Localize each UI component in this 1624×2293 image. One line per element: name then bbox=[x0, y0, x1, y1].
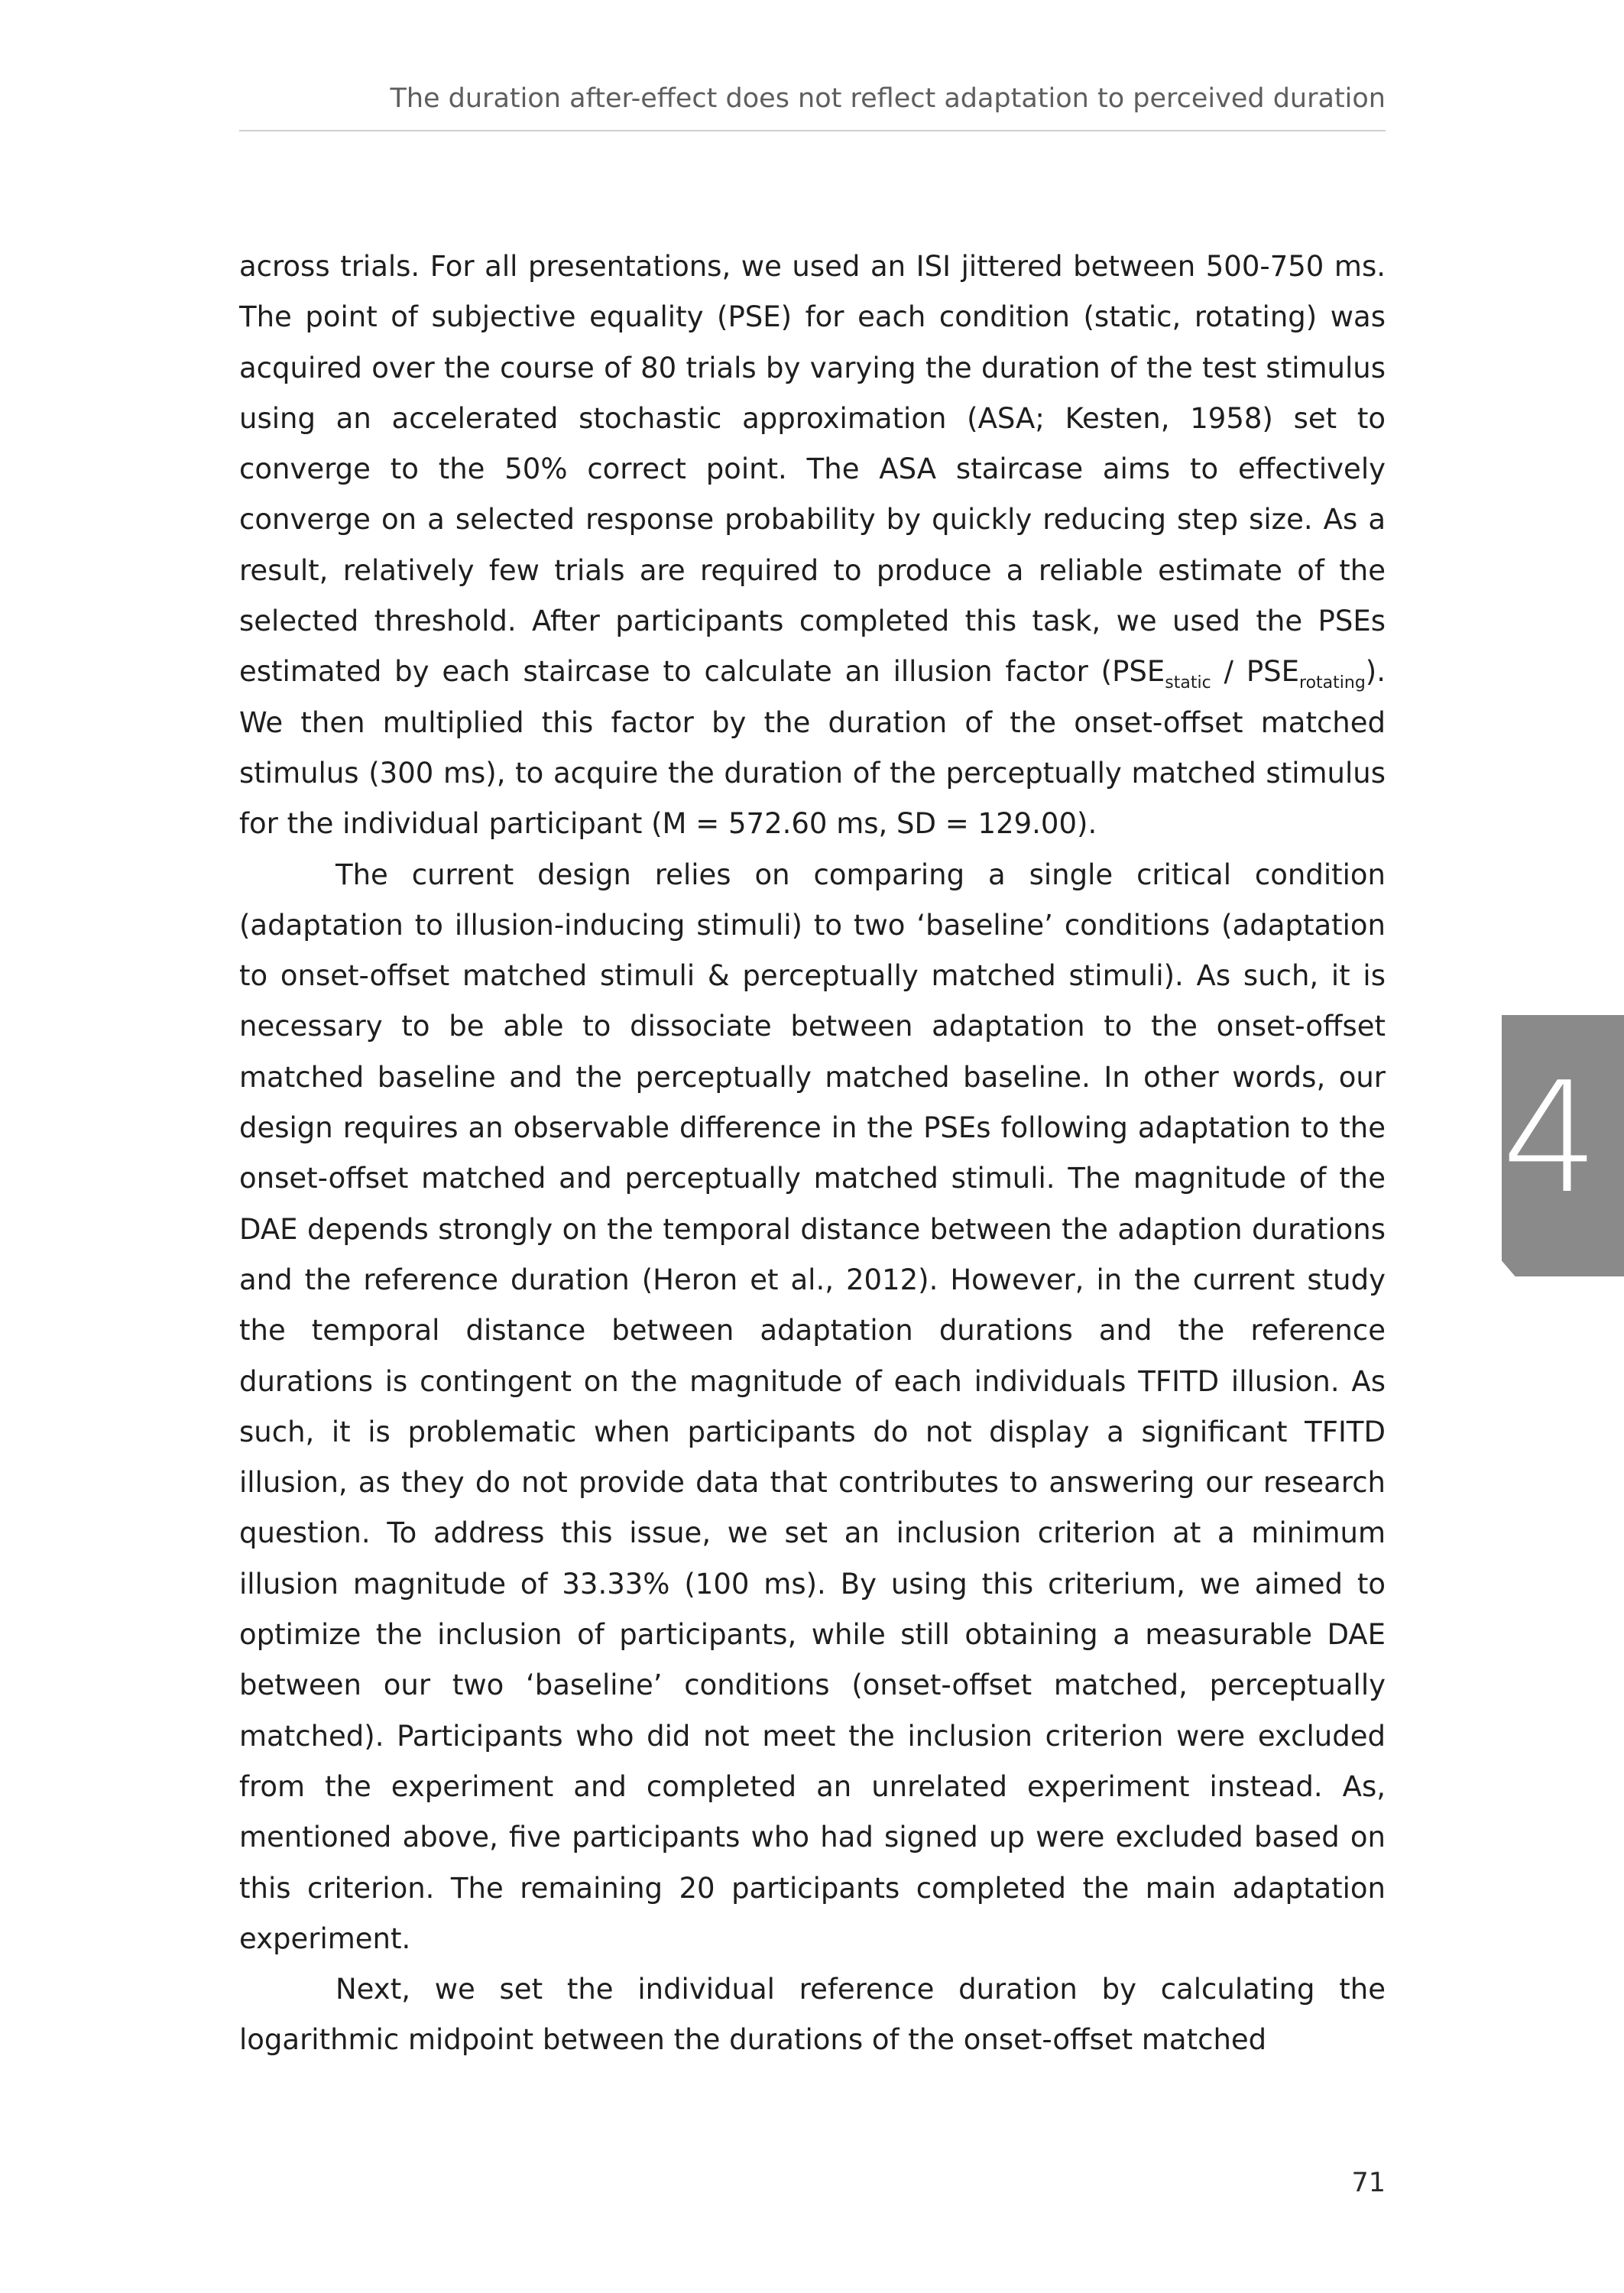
paragraph-1-text-divider: / PSE bbox=[1211, 655, 1300, 689]
header-rule bbox=[239, 130, 1386, 131]
paragraph-2: The current design relies on comparing a single critical condition (adaptation to illusion-inducing stimuli) to two ‘baseline’ conditions (adaptation to onset-offset matched stimuli & perceptually matched stimuli). As such, it is necessary to be able to dissociate between adaptation to the onset-offset matched baseline and the perceptually matched baseline. In other words, our design requires an observable difference in the PSEs following adaptation to the onset-offset matched and perceptually matched stimuli. The magnitude of the DAE depends strongly on the temporal distance between the adaption durations and the reference duration (Heron et al., 2012). However, in the current study the temporal distance between adaptation durations and the reference durations is contingent on the magnitude of each individuals TFITD illusion. As such, it is problematic when participants do not display a significant TFITD illusion, as they do not provide data that contributes to answering our research question. To address this issue, we set an inclusion criterion at a minimum illusion magnitude of 33.33% (100 ms). By using this criterium, we aimed to optimize the inclusion of participants, while still obtaining a measurable DAE between our two ‘baseline’ conditions (onset-offset matched, perceptually matched). Participants who did not meet the inclusion criterion were excluded from the experiment and completed an unrelated experiment instead. As, mentioned above, five participants who had signed up were excluded based on this criterion. The remaining 20 participants completed the main adaptation experiment. bbox=[239, 858, 1386, 1955]
paragraph-1-text-end: ). We then multiplied this factor by the duration of the onset-offset matched stimulus (300 ms), to acquire the duration of the perceptually matched stimulus for the individual participant (M = 572.60 ms, SD = 129.00). bbox=[239, 655, 1386, 841]
running-head: The duration after-effect does not reflect adaptation to perceived duration bbox=[390, 83, 1386, 114]
paragraph-1-text: across trials. For all presentations, we used an ISI jittered between 500-750 ms. The point of subjective equality (PSE) for each condition (static, rotating) was acquired over the course of 80 trials by varying the duration of the test stimulus using an accelerated stochastic approximation (ASA; Kesten, 1958) set to converge to the 50% correct point. The ASA staircase aims to effectively converge on a selected response probability by quickly reducing step size. As a result, relatively few trials are required to produce a reliable estimate of the selected threshold. After participants completed this task, we used the PSEs estimated by each staircase to calculate an illusion factor (PSE bbox=[239, 250, 1386, 689]
paragraph-1 bbox=[239, 242, 1386, 850]
paragraph-3: Next, we set the individual reference duration by calculating the logarithmic midpoint between the durations of the onset-offset matched bbox=[239, 1973, 1386, 2057]
subscript-rotating: rotating bbox=[1299, 673, 1366, 693]
main-text bbox=[239, 242, 1386, 2066]
chapter-number: 4 bbox=[1502, 1049, 1600, 1228]
page-number: 71 bbox=[1351, 2168, 1386, 2198]
subscript-static: static bbox=[1165, 673, 1211, 693]
